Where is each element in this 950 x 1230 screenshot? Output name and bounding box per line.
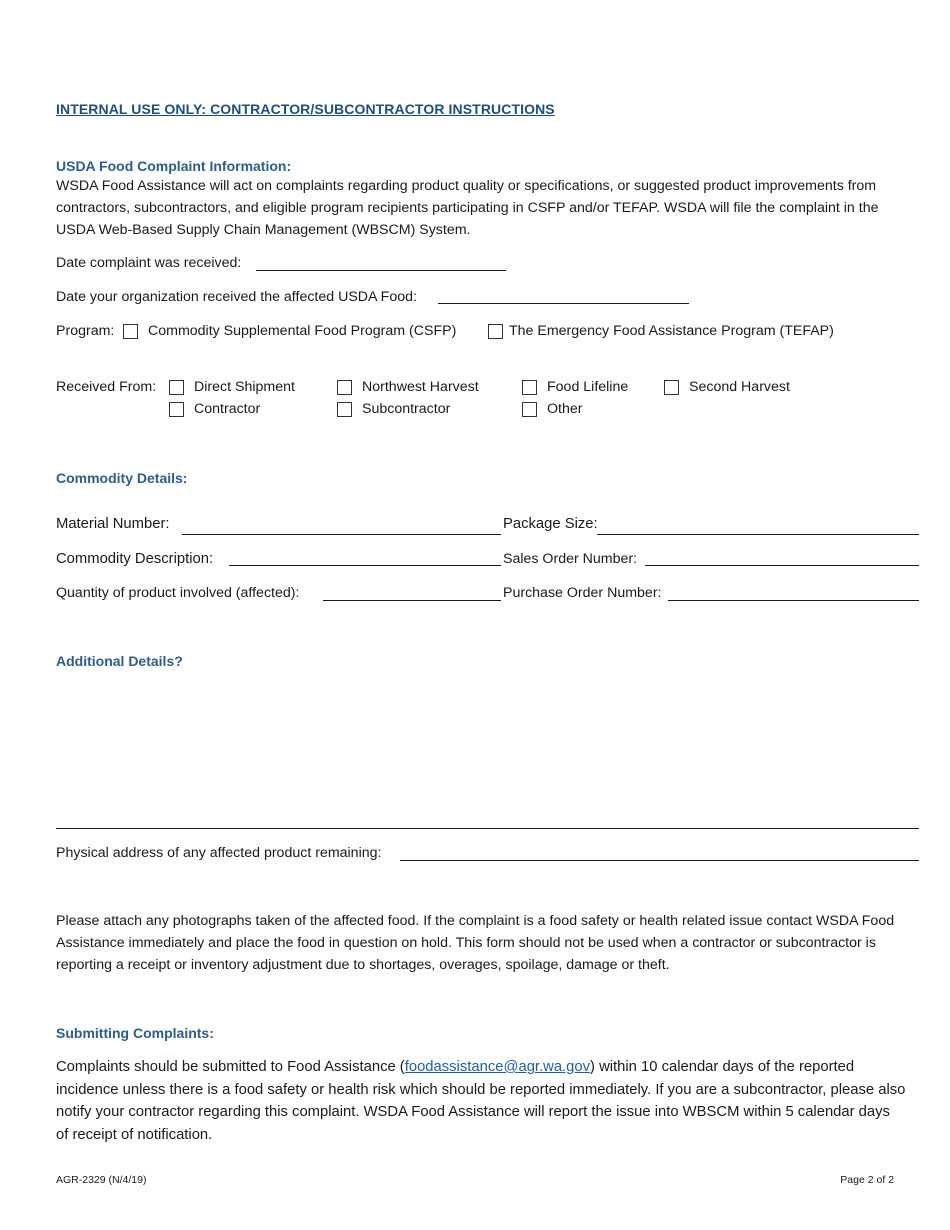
second-harvest-checkbox[interactable] [664, 380, 679, 395]
purchase-order-field[interactable] [668, 600, 919, 601]
other-label: Other [547, 401, 583, 417]
tefap-checkbox[interactable] [488, 324, 503, 339]
northwest-harvest-checkbox[interactable] [337, 380, 352, 395]
food-lifeline-checkbox[interactable] [522, 380, 537, 395]
csfp-checkbox[interactable] [123, 324, 138, 339]
direct-shipment-checkbox[interactable] [169, 380, 184, 395]
package-size-label: Package Size: [503, 516, 598, 532]
submitting-text-before: Complaints should be submitted to Food Assistance ( [56, 1059, 405, 1075]
northwest-harvest-label: Northwest Harvest [362, 379, 479, 395]
page-number: Page 2 of 2 [840, 1174, 894, 1186]
material-number-field[interactable] [182, 534, 501, 535]
physical-address-label: Physical address of any affected product remaining: [56, 845, 382, 861]
program-label: Program: [56, 323, 115, 339]
sales-order-field[interactable] [645, 565, 919, 566]
quantity-field[interactable] [323, 600, 501, 601]
material-number-label: Material Number: [56, 516, 170, 532]
sales-order-label: Sales Order Number: [503, 551, 638, 567]
received-from-label: Received From: [56, 379, 157, 395]
additional-details-field[interactable] [56, 828, 919, 829]
submitting-text-after: ) within 10 calendar days of the reported incidence unless there is a food safety or health risk which should be reported immediately. If you are a subcontractor, please also notify your contractor regarding this complaint. WSDA Food Assistance will report the issue into WBSCM within 5 calendar days of receipt of notification. [56, 1059, 906, 1143]
commodity-description-field[interactable] [229, 565, 501, 566]
physical-address-field[interactable] [400, 860, 919, 861]
date-received-field[interactable] [256, 270, 506, 271]
email-link[interactable]: foodassistance@agr.wa.gov [404, 1059, 591, 1075]
quantity-label: Quantity of product involved (affected): [56, 585, 300, 601]
package-size-field[interactable] [597, 534, 919, 535]
form-id: AGR-2329 (N/4/19) [56, 1174, 147, 1186]
other-checkbox[interactable] [522, 402, 537, 417]
page-title: INTERNAL USE ONLY: CONTRACTOR/SUBCONTRACTOR INSTRUCTIONS [56, 101, 555, 117]
second-harvest-label: Second Harvest [689, 379, 790, 395]
date-received-label: Date complaint was received: [56, 255, 242, 271]
contractor-label: Contractor [194, 401, 261, 417]
csfp-label: Commodity Supplemental Food Program (CSFP) [148, 323, 457, 339]
commodity-description-label: Commodity Description: [56, 551, 214, 567]
submitting-heading: Submitting Complaints: [56, 1025, 214, 1041]
purchase-order-label: Purchase Order Number: [503, 585, 662, 601]
contractor-checkbox[interactable] [169, 402, 184, 417]
complaint-info-body: WSDA Food Assistance will act on complaints regarding product quality or specifications, or suggested product improvements from contractors, subcontractors, and eligible program recipients participating in CSFP and/or TEFAP. WSDA will file the complaint in the USDA Web-Based Supply Chain Management (WBSCM) System. [56, 178, 879, 238]
direct-shipment-label: Direct Shipment [194, 379, 295, 395]
food-lifeline-label: Food Lifeline [547, 379, 629, 395]
date-org-received-label: Date your organization received the affected USDA Food: [56, 289, 417, 305]
photos-note: Please attach any photographs taken of the affected food. If the complaint is a food safety or health related issue contact WSDA Food Assistance immediately and place the food in question on hold. This form should not be used when a contractor or subcontractor is reporting a receipt or inventory adjustment due to shortages, overages, spoilage, damage or theft. [56, 913, 895, 973]
subcontractor-checkbox[interactable] [337, 402, 352, 417]
tefap-label: The Emergency Food Assistance Program (TEFAP) [509, 323, 834, 339]
complaint-info-heading: USDA Food Complaint Information: [56, 158, 292, 174]
subcontractor-label: Subcontractor [362, 401, 451, 417]
additional-details-heading: Additional Details? [56, 653, 183, 669]
date-org-received-field[interactable] [438, 303, 689, 304]
submitting-body [56, 1056, 906, 1146]
commodity-details-heading: Commodity Details: [56, 470, 188, 486]
